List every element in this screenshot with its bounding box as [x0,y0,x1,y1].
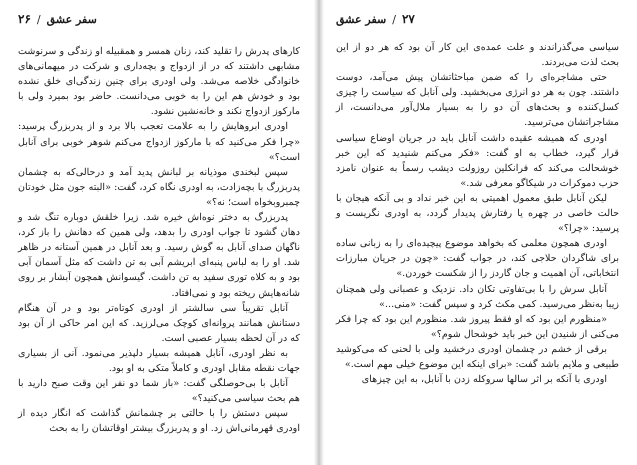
paragraph: اودری همچون معلمی که بخواهد موضوع پیچیده‌ای را به زبانی ساده برای شاگردان حلاجی کند، در جواب گفت: «چون در جریان مبارزات انتخاباتی، آن اهمیت و جان گاردز را از شکست خوردن.» [336,238,619,280]
paragraph: برقی از خشم در چشمان اودری درخشید ولی با لحنی که می‌کوشید طبیعی و ملایم باشد گفت: «برای اینکه این موضوع خیلی مهم است.» [336,343,619,370]
paragraph: پدربزرگ به دختر نوه‌اش خیره شد. زیرا خلقش دوباره تنگ شد و دهان گشود تا جواب اودری را بدهد، ولی همین که دهانش را باز کرد، ناگهان صدای آنابل به گوش رسید. و بعد آنابل در همین آستانه در ظاهر شد. او را به لباس پنبه‌ای ابریشم آبی به تن داشت که مثل آسمان آبی بود و به کلاه توری سفید به تن داشت. گیسوانش همچون آبشار بر روی شانه‌هایش ریخته بود و نمی‌افتاد. [18,212,300,299]
left-page-text [18,44,300,436]
right-book-title: سفر عشق [336,13,387,26]
paragraph: به نظر اودری، آنابل همیشه بسیار دلپذیر می‌نمود. آنی از بسیاری جهات نقطه مقابل اودری و کاملاً متکی به او بود. [18,347,300,374]
left-page [0,0,316,465]
paragraph: اودری ابروهایش را به علامت تعجب بالا برد و از پدربزرگ پرسید: «چرا فکر می‌کنید که با مارکوز ازدواج می‌کنم شوهر خوبی برای آنابل است؟» [18,121,300,163]
right-page-number: ۲۷ [401,12,415,26]
left-book-title: سفر عشق [46,13,97,26]
paragraph: سپس دستش را با حالتی بر چشمانش گذاشت که انگار دیده از اودری قهرمانی‌اش زد. او و پدربزرگ بیشتر اوقاتشان را به بحث [18,408,300,435]
paragraph: کارهای پدرش را تقلید کند، زنان همسر و همقبیله او زندگی و سرنوشت مشابهی داشتند که در از ازدواج و بچه‌داری و شرکت در میهمانی‌های خانوادگی خلاصه می‌شد. ولی اودری برای چنین زندگی‌ای خلق نشده بود و خودش هم این را به خوبی می‌دانست. حاضر بود بمیرد ولی با مارکوز ازدواج نکند و خانه‌نشین نشود. [18,46,300,118]
left-page-header [18,12,300,30]
left-page-number: ۲۶ [18,12,31,26]
paragraph: سپس لبخندی موذیانه بر لبانش پدید آمد و درحالی‌که به چشمان پدربزرگ با بچه‌زادت، به اودری نگاه کرد، گفت: «البته جون مثل خودتان چمبروبخواه است؛ نه؟» [18,166,300,208]
paragraph: لیکن آنابل طبق معمول اهمیتی به این خبر نداد و بی آنکه هیجان با حالت خاصی در چهره یا رفتارش پدیدار گردد، به اودری نگریست و پرسید: «چرا؟» [336,192,619,235]
paragraph: آنابل سرش را با بی‌تفاوتی تکان داد. نزدیک و عصبانی ولی همچنان زیبا به‌نظر می‌رسید. کمی مکث کرد و سپس گفت: «منی...» [336,283,619,310]
right-page-header [336,12,619,30]
header-separator: / [392,13,396,26]
right-page [322,0,637,465]
paragraph: اودری با آنکه بر اثر سالها سروکله زدن با آنابل، به این چیزهای [361,374,607,386]
right-page-text [336,40,619,387]
paragraph: آنابل تقریباً سی سالشتر از اودری کوتاه‌تر بود و در آن هنگام دستانش همانند پروانه‌ای کوچک می‌لرزید. که این امر حاکی از آن بود که در آن لحظه بسیار عصبی است. [18,302,300,344]
paragraph: اودری که همیشه عقیده داشت آنابل باید در جریان اوضاع سیاسی قرار گیرد، خطاب به او گفت: «فکر می‌کنم شنیدید که این خبر خوشحالت می‌کند که فرانکلین روزولت دیشب رسماً به عنوان نامزد حزب دموکرات در شیکاگو معرفی شد.» [336,132,619,189]
header-separator: / [36,13,41,26]
paragraph: «منظورم این بود که او فقط پیروز شد. منظورم این بود که چرا فکر می‌کنی از شنیدن این خبر باید خوشحال شوم؟» [336,313,619,340]
paragraph: آنابل با بی‌حوصلگی گفت: «باز شما دو نفر این وقت صبح دارید با هم بحث سیاسی می‌کنید؟» [18,378,300,405]
paragraph: سیاسی می‌گذراندند و علت عمده‌ی این کار آن بود که هر دو از این بحث لذت می‌بردند. [336,42,619,69]
paragraph: حتی مشاجره‌ای را که ضمن مباحثاتشان پیش می‌آمد، دوست داشتند. چون به هر دو انرژی می‌بخشید. ولی آنابل که سیاست را چیزی کسل‌کننده و بحث‌های آن دو را به بسیار ملال‌آور می‌دانست، از مشاجراتشان می‌ترسید. [336,72,619,129]
